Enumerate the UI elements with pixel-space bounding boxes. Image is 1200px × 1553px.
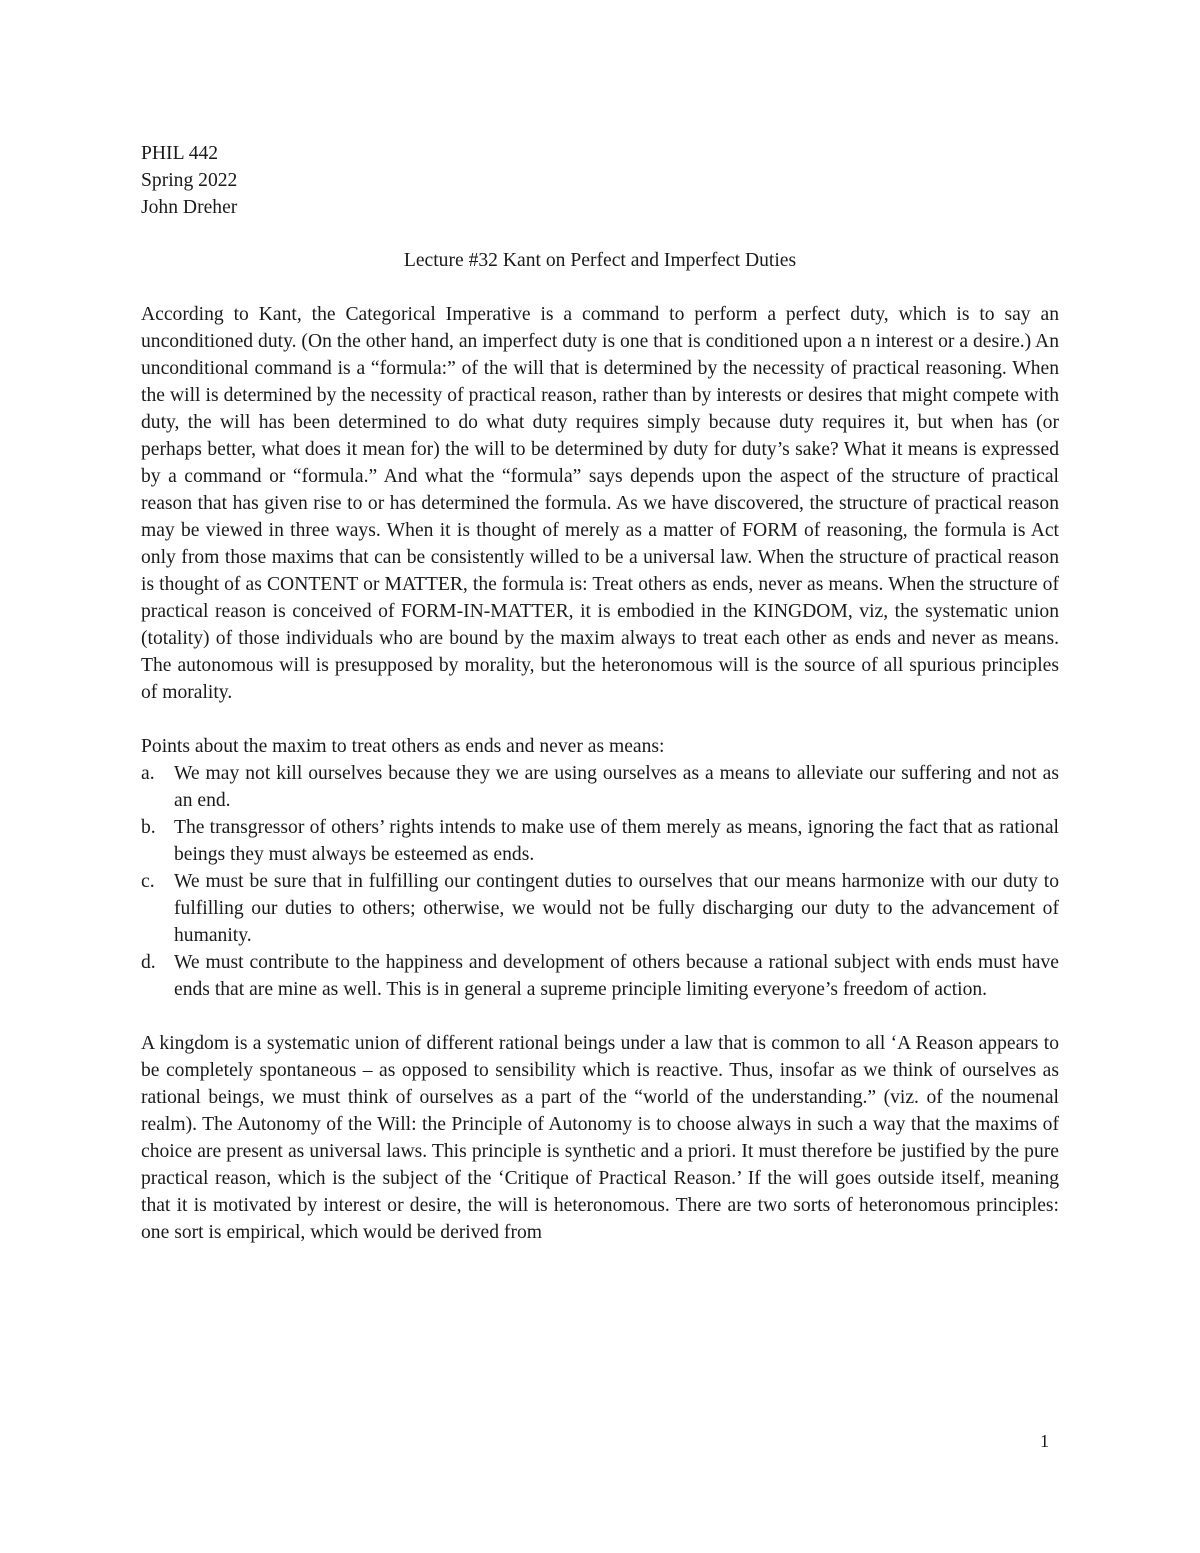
list-item-text: We must contribute to the happiness and development of others because a rational subject with ends must have ends that are mine as well. This is in general a supreme principle limiting everyone’s freedom of action. bbox=[174, 952, 1059, 1000]
points-intro: Points about the maxim to treat others as ends and never as means: bbox=[141, 736, 665, 757]
list-item-text: We must be sure that in fulfilling our contingent duties to ourselves that our means harmonize with our duty to fulfilling our duties to others; otherwise, we would not be fully discharging our duty to the advancement of humanity. bbox=[174, 871, 1059, 946]
list-item-text: The transgressor of others’ rights intends to make use of them merely as means, ignoring the fact that as rational beings they must always be esteemed as ends. bbox=[174, 817, 1059, 865]
document-page bbox=[141, 140, 1059, 1246]
course-code: PHIL 442 bbox=[141, 143, 219, 164]
list-marker: d. bbox=[141, 952, 156, 973]
term: Spring 2022 bbox=[141, 170, 238, 191]
author-name: John Dreher bbox=[141, 197, 238, 218]
list-item bbox=[141, 868, 1059, 949]
list-marker: a. bbox=[141, 763, 155, 784]
paragraph-spacer bbox=[141, 1003, 1059, 1030]
document-header bbox=[141, 140, 1059, 221]
list-marker: c. bbox=[141, 871, 155, 892]
kingdom-paragraph: A kingdom is a systematic union of different rational beings under a law that is common to all ‘A Reason appears to be completely spontaneous – as opposed to sensibility which is reactive. Thus, insofar as we think of ourselves as rational beings, we must think of ourselves as a part of the “world of the understanding.” (viz. of the noumenal realm). The Autonomy of the Will: the Principle of Autonomy is to choose always in such a way that the maxims of choice are present as universal laws. This principle is synthetic and a priori. It must therefore be justified by the pure practical reason, which is the subject of the ‘Critique of Practical Reason.’ If the will goes outside itself, meaning that it is motivated by interest or desire, the will is heteronomous. There are two sorts of heteronomous principles: one sort is empirical, which would be derived from bbox=[141, 1033, 1059, 1243]
list-item bbox=[141, 814, 1059, 868]
lecture-title: Lecture #32 Kant on Perfect and Imperfect Duties bbox=[403, 250, 797, 271]
list-marker: b. bbox=[141, 817, 156, 838]
page-number: 1 bbox=[1040, 1431, 1049, 1451]
list-item bbox=[141, 949, 1059, 1003]
points-list bbox=[141, 760, 1059, 1003]
list-item-text: We may not kill ourselves because they we are using ourselves as a means to alleviate our suffering and not as an end. bbox=[174, 763, 1059, 811]
list-item bbox=[141, 760, 1059, 814]
paragraph-spacer bbox=[141, 706, 1059, 733]
intro-paragraph: According to Kant, the Categorical Imperative is a command to perform a perfect duty, which is to say an unconditioned duty. (On the other hand, an imperfect duty is one that is conditioned upon a n interest or a desire.) An unconditional command is a “formula:” of the will that is determined by the necessity of practical reasoning. When the will is determined by the necessity of practical reason, rather than by interests or desires that might compete with duty, the will has been determined to do what duty requires simply because duty requires it, but when has (or perhaps better, what does it mean for) the will to be determined by duty for duty’s sake? What it means is expressed by a command or “formula.” And what the “formula” says depends upon the aspect of the structure of practical reason that has given rise to or has determined the formula. As we have discovered, the structure of practical reason may be viewed in three ways. When it is thought of merely as a matter of FORM of reasoning, the formula is Act only from those maxims that can be consistently willed to be a universal law. When the structure of practical reason is thought of as CONTENT or MATTER, the formula is: Treat others as ends, never as means. When the structure of practical reason is conceived of FORM-IN-MATTER, it is embodied in the KINGDOM, viz, the systematic union (totality) of those individuals who are bound by the maxim always to treat each other as ends and never as means. The autonomous will is presupposed by morality, but the heteronomous will is the source of all spurious principles of morality. bbox=[141, 304, 1059, 703]
